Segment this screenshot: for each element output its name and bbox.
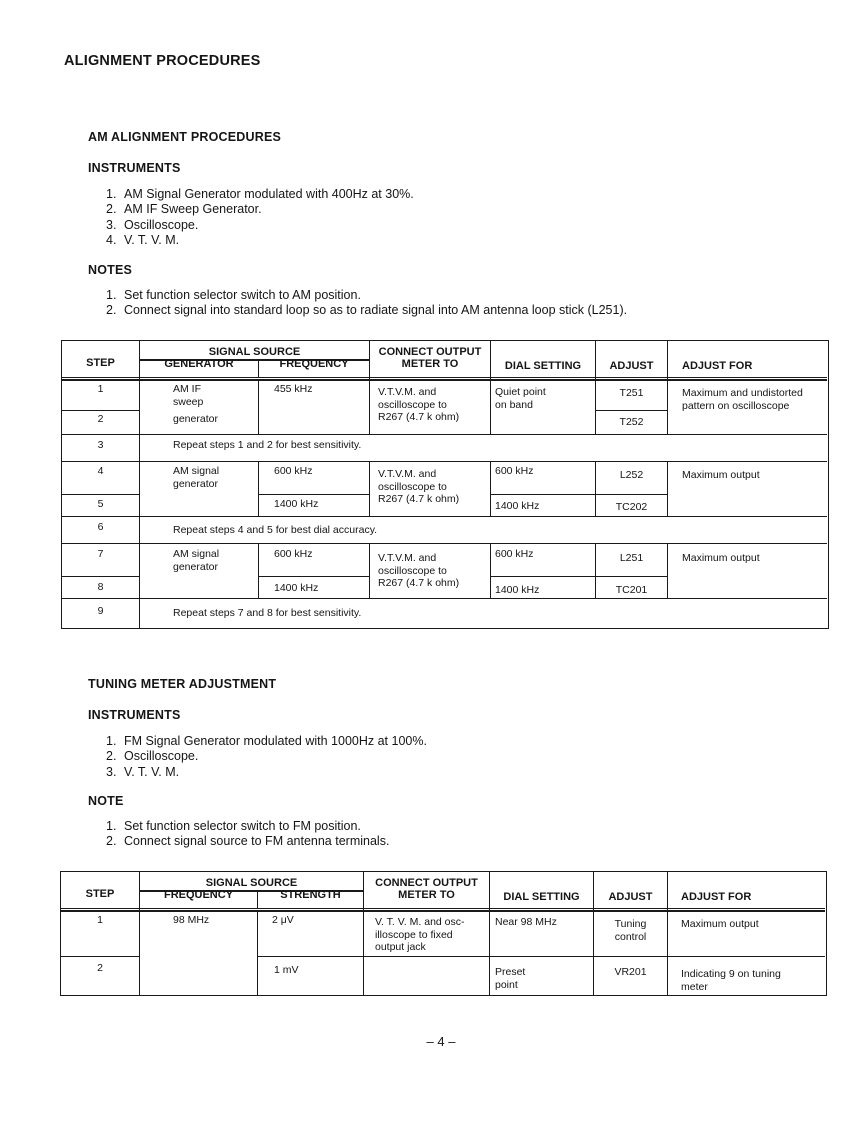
col-header-adjust: ADJUST — [609, 360, 654, 372]
adjust-for-cell: Maximum output — [682, 552, 760, 564]
col-header-generator: GENERATOR — [164, 358, 234, 370]
frequency-cell: 1400 kHz — [274, 498, 319, 510]
step-number: 7 — [97, 548, 104, 560]
step-number: 2 — [97, 413, 104, 425]
am-alignment-table — [61, 340, 829, 629]
list-item: 4. V. T. V. M. — [106, 233, 180, 248]
col-header-connect-output: CONNECT OUTPUT METER TO — [375, 877, 478, 901]
dial-cell: Near 98 MHz — [495, 916, 557, 928]
col-header-dial-setting: DIAL SETTING — [504, 360, 582, 372]
frequency-cell: 455 kHz — [274, 383, 313, 395]
frequency-cell: 1400 kHz — [274, 582, 319, 594]
step-number: 2 — [97, 962, 103, 974]
col-header-step: STEP — [85, 888, 115, 900]
dial-cell: 600 kHz — [495, 465, 534, 477]
tuning-meter-table — [60, 871, 827, 996]
frequency-cell: 600 kHz — [274, 548, 313, 560]
step-number: 1 — [97, 383, 104, 395]
page-number: – 4 – — [426, 1034, 456, 1049]
list-item: 2. Connect signal into standard loop so as to radiate signal into AM antenna loop stick (L251). — [106, 303, 628, 318]
dial-cell: 1400 kHz — [495, 500, 540, 512]
adjust-for-cell: Maximum output — [682, 469, 760, 481]
page-title: ALIGNMENT PROCEDURES — [64, 53, 261, 69]
list-item: 2. Oscilloscope. — [106, 749, 199, 764]
step-number: 1 — [97, 914, 103, 926]
repeat-note: Repeat steps 4 and 5 for best dial accuracy. — [173, 524, 378, 536]
meter-cell: V.T.V.M. and oscilloscope to R267 (4.7 k ohm) — [378, 552, 460, 590]
list-item: 1. Set function selector switch to AM position. — [106, 288, 361, 302]
dial-cell: 600 kHz — [495, 548, 534, 560]
tuning-instruments-heading: INSTRUMENTS — [88, 708, 181, 722]
col-header-adjust: ADJUST — [608, 891, 653, 903]
am-instruments-heading: INSTRUMENTS — [88, 161, 181, 175]
generator-cell: generator — [173, 413, 218, 425]
repeat-note: Repeat steps 1 and 2 for best sensitivity. — [173, 439, 362, 451]
generator-cell: AM signal generator — [173, 465, 220, 490]
col-header-signal-source: SIGNAL SOURCE — [205, 877, 298, 889]
col-header-frequency: FREQUENCY — [163, 889, 234, 901]
tuning-note-heading: NOTE — [88, 794, 124, 808]
repeat-note: Repeat steps 7 and 8 for best sensitivity. — [173, 607, 362, 619]
list-item: 3. Oscilloscope. — [106, 217, 199, 232]
list-item: 2. AM IF Sweep Generator. — [106, 202, 262, 217]
frequency-cell: 600 kHz — [274, 465, 313, 477]
adjust-cell: T251 — [619, 387, 644, 399]
dial-cell: Preset point — [495, 966, 526, 991]
step-number: 5 — [97, 498, 104, 510]
meter-cell: V. T. V. M. and osc- illoscope to fixed output jack — [375, 916, 465, 954]
adjust-for-cell: Maximum and undistorted pattern on oscilloscope — [682, 387, 803, 412]
step-number: 6 — [97, 521, 104, 533]
col-header-signal-source: SIGNAL SOURCE — [208, 346, 301, 358]
adjust-cell: TC201 — [615, 584, 648, 596]
col-header-adjust-for: ADJUST FOR — [681, 891, 752, 903]
dial-cell: Quiet point on band — [495, 386, 546, 411]
am-section-title: AM ALIGNMENT PROCEDURES — [88, 130, 282, 144]
strength-cell: 2 μV — [272, 914, 294, 926]
tuning-section-title: TUNING METER ADJUSTMENT — [88, 677, 277, 691]
adjust-for-cell: Maximum output — [681, 918, 759, 930]
strength-cell: 1 mV — [274, 964, 299, 976]
list-item: 1. Set function selector switch to FM position. — [106, 819, 361, 833]
adjust-cell: T252 — [619, 416, 644, 428]
col-header-dial-setting: DIAL SETTING — [503, 891, 580, 903]
list-item: 1. AM Signal Generator modulated with 400Hz at 30%. — [106, 187, 414, 201]
list-item: 1. FM Signal Generator modulated with 1000Hz at 100%. — [106, 734, 427, 748]
adjust-cell: TC202 — [615, 501, 648, 513]
col-header-frequency: FREQUENCY — [279, 358, 349, 370]
tuning-notes-list — [106, 819, 389, 850]
tuning-instruments-list — [106, 734, 427, 780]
step-number: 8 — [97, 581, 104, 593]
frequency-cell: 98 MHz — [173, 914, 210, 926]
col-header-step: STEP — [86, 357, 115, 369]
generator-cell: AM signal generator — [173, 548, 220, 573]
adjust-cell: L251 — [619, 552, 644, 564]
am-notes-list — [106, 288, 627, 319]
col-header-adjust-for: ADJUST FOR — [682, 360, 753, 372]
adjust-cell: L252 — [619, 469, 644, 481]
dial-cell: 1400 kHz — [495, 584, 540, 596]
col-header-strength: STRENGTH — [280, 889, 341, 901]
step-number: 4 — [97, 465, 104, 477]
generator-cell: AM IF sweep — [173, 383, 204, 408]
am-instruments-list — [106, 187, 414, 249]
adjust-cell: Tuning control — [614, 918, 647, 943]
list-item: 2. Connect signal source to FM antenna terminals. — [106, 834, 390, 849]
am-notes-heading: NOTES — [88, 263, 133, 277]
adjust-for-cell: Indicating 9 on tuning meter — [681, 968, 781, 993]
list-item: 3. V. T. V. M. — [106, 764, 180, 779]
step-number: 9 — [97, 605, 104, 617]
col-header-connect-output: CONNECT OUTPUT METER TO — [378, 346, 482, 370]
step-number: 3 — [97, 439, 104, 451]
adjust-cell: VR201 — [614, 966, 647, 978]
meter-cell: V.T.V.M. and oscilloscope to R267 (4.7 k ohm) — [378, 468, 460, 506]
meter-cell: V.T.V.M. and oscilloscope to R267 (4.7 k ohm) — [378, 386, 460, 424]
